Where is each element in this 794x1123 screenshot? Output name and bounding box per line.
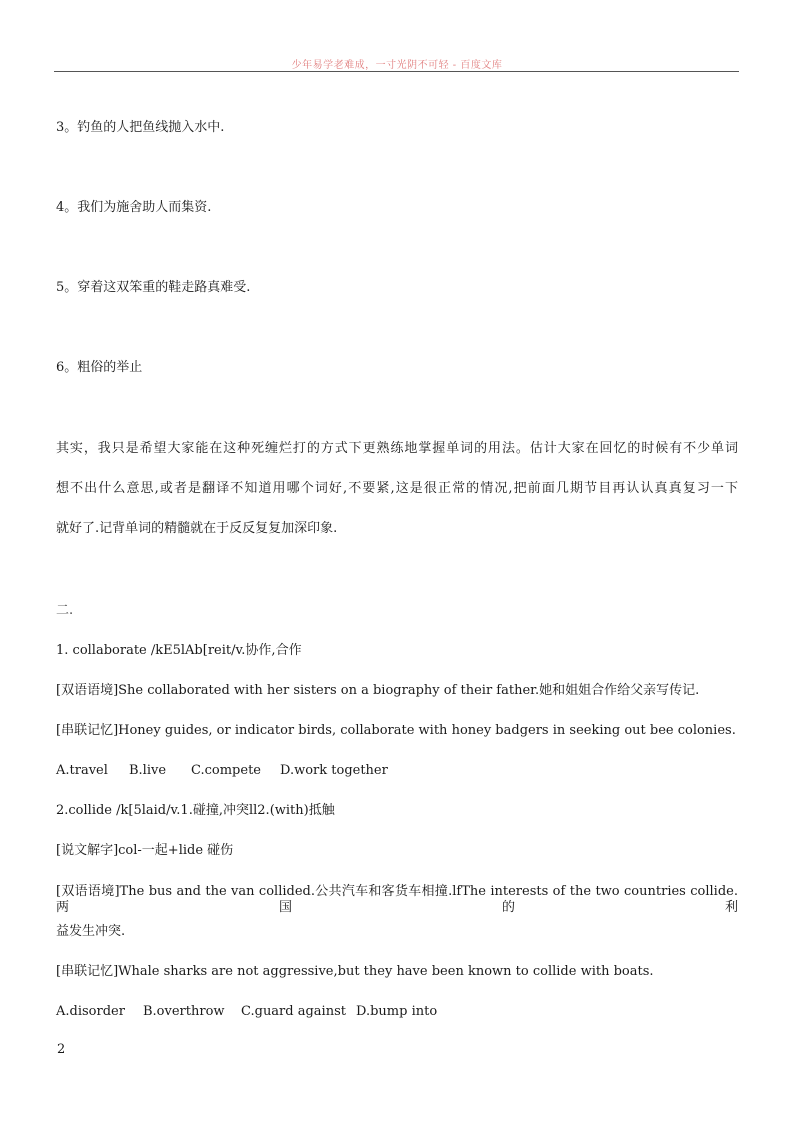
word2-option-c: C.guard against	[241, 1004, 346, 1019]
word1-headword: 1. collaborate /kE5lAb[reit/v.协作,合作	[56, 643, 302, 658]
word2-headword: 2.collide /k[5laid/v.1.碰撞,冲突ll2.(with)抵触	[56, 803, 335, 818]
sentence-item-3: 3。钓鱼的人把鱼线抛入水中.	[56, 120, 225, 135]
sentence-item-5: 5。穿着这双笨重的鞋走路真难受.	[56, 280, 251, 295]
word1-option-d: D.work together	[280, 763, 388, 778]
word1-option-a: A.travel	[56, 763, 108, 778]
word2-bilingual-line-1: [双语语境]The bus and the van collided.公共汽车和客货车相撞.lfThe interests of the two countries collide.两国的利	[56, 884, 738, 915]
word2-bilingual-line-2: 益发生冲突.	[56, 924, 126, 939]
page-number: 2	[57, 1042, 66, 1057]
word2-etymology: [说文解字]col-一起+lide 碰伤	[56, 843, 234, 858]
word2-options	[56, 1004, 437, 1020]
header-rule	[54, 71, 739, 72]
word1-options	[56, 763, 388, 779]
sentence-item-4: 4。我们为施舍助人而集资.	[56, 200, 212, 215]
word2-option-a: A.disorder	[56, 1004, 125, 1019]
paragraph-line-3: 就好了.记背单词的精髓就在于反反复复加深印象.	[56, 521, 338, 536]
section-title: 二.	[56, 603, 74, 618]
word1-memory: [串联记忆]Honey guides, or indicator birds, collaborate with honey badgers in seeking out bee colonies.	[56, 723, 736, 738]
word1-option-b: B.live	[129, 763, 167, 778]
word1-option-c: C.compete	[191, 763, 261, 778]
word2-memory: [串联记忆]Whale sharks are not aggressive,but they have been known to collide with boats.	[56, 964, 654, 979]
paragraph-line-2: 想不出什么意思,或者是翻译不知道用哪个词好,不要紧,这是很正常的情况,把前面几期节目再认认真真复习一下	[56, 481, 738, 496]
page-header: 少年易学老难成，一寸光阴不可轻 - 百度文库	[291, 60, 503, 71]
word1-bilingual: [双语语境]She collaborated with her sisters on a biography of their father.她和姐姐合作给父亲写传记.	[56, 683, 700, 698]
word2-option-b: B.overthrow	[143, 1004, 225, 1019]
paragraph-line-1: 其实，我只是希望大家能在这种死缠烂打的方式下更熟练地掌握单词的用法。估计大家在回忆的时候有不少单词	[56, 441, 738, 456]
word2-option-d: D.bump into	[356, 1004, 438, 1019]
sentence-item-6: 6。粗俗的举止	[56, 360, 143, 375]
